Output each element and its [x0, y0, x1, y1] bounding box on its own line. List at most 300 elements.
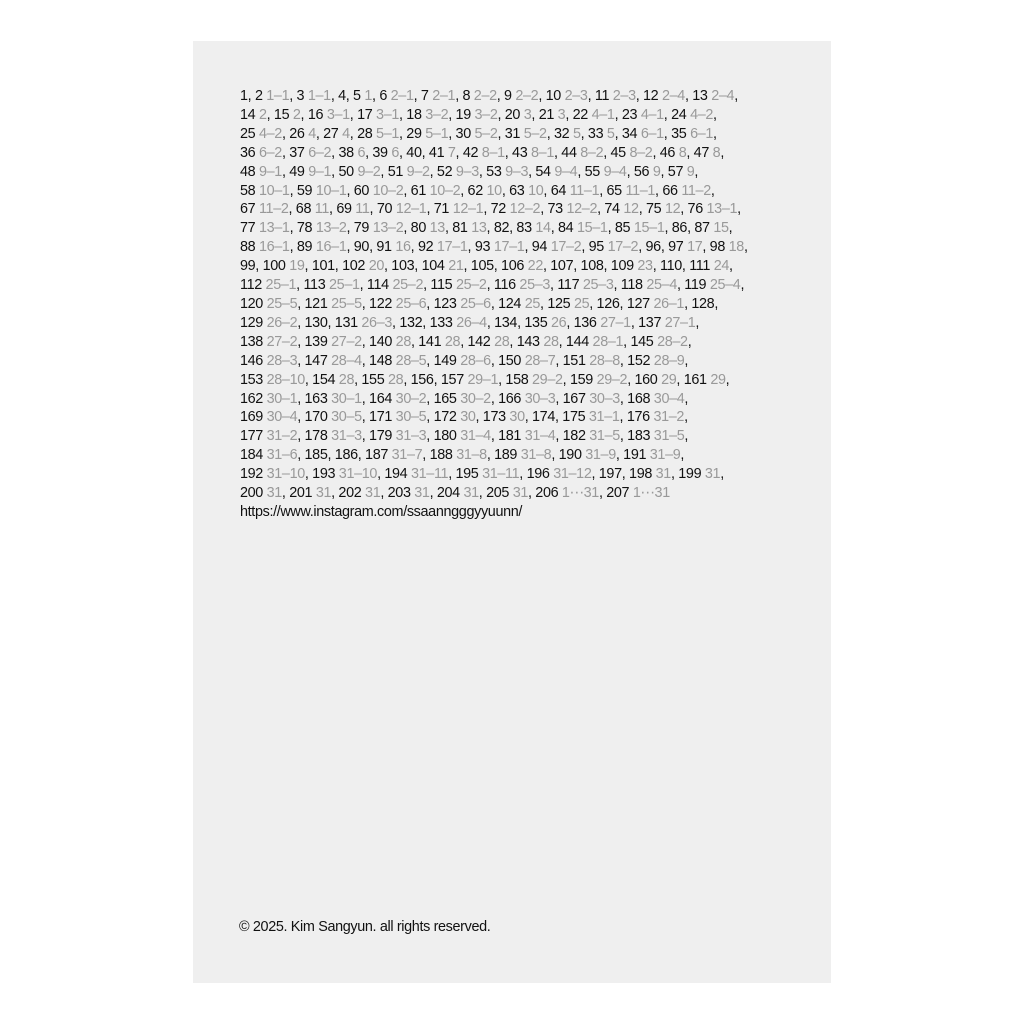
reference-text: 26–3	[361, 314, 393, 331]
reference-text: 28–2	[657, 333, 688, 350]
index-line	[240, 333, 755, 352]
page-number-text: , 42	[455, 144, 482, 161]
page-number-text: , 37	[281, 144, 309, 161]
reference-text: 5–2	[523, 125, 547, 142]
reference-text: 31–5	[589, 428, 620, 445]
reference-text: 10–1	[315, 182, 347, 199]
reference-text: 13–2	[315, 220, 347, 237]
page-number-text: , 90, 91	[346, 239, 396, 256]
page-number-text: , 118	[613, 277, 647, 294]
page-number-text: , 21	[531, 106, 558, 123]
page-number-text: , 150	[490, 352, 525, 369]
page-number-text: , 163	[297, 390, 332, 407]
reference-text: 9–1	[308, 163, 332, 180]
reference-text: 28–9	[653, 352, 685, 369]
reference-text: 6–1	[690, 125, 714, 142]
reference-text: 12–1	[452, 201, 484, 218]
reference-text: 29	[710, 371, 726, 388]
page-number-text: , 85	[607, 220, 634, 237]
reference-text: 2–1	[390, 88, 414, 104]
page-number-text: , 26	[281, 125, 309, 142]
page-number-text: 36	[240, 144, 259, 161]
page-number-text: , 53	[478, 163, 506, 180]
page-number-text: 184	[240, 447, 267, 464]
reference-text: 9–4	[554, 163, 578, 180]
page-number-text: 99, 100	[240, 258, 290, 275]
page-number-text: , 60	[346, 182, 373, 199]
page-number-text: , 32	[546, 125, 573, 142]
reference-text: 31–11	[482, 466, 520, 483]
page-number-text: , 141	[410, 333, 445, 350]
reference-text: 26–1	[653, 295, 685, 312]
page-number-text: ,	[737, 201, 741, 218]
page-number-text: , 189	[486, 447, 521, 464]
page-number-text: , 13	[684, 88, 712, 104]
page-number-text: , 103, 104	[384, 258, 449, 275]
page-number-text: , 124	[490, 295, 525, 312]
page-number-text: , 66	[655, 182, 682, 199]
page-number-text: 129	[240, 314, 267, 331]
reference-text: 10–1	[258, 182, 290, 199]
page-number-text: , 149	[426, 352, 461, 369]
reference-text: 25–2	[392, 277, 424, 294]
page-number-text: , 117	[550, 277, 583, 294]
page-number-text: , 98	[702, 239, 729, 256]
reference-text: 20	[368, 258, 385, 275]
page-number-text: 153	[240, 371, 267, 388]
reference-text: 31–8	[456, 447, 487, 464]
page-number-text: , 19	[448, 106, 475, 123]
reference-text: 17–2	[550, 239, 582, 256]
page-number-text: , 18	[399, 106, 426, 123]
page-number-text: , 173	[475, 409, 510, 426]
page-number-text: , 172	[426, 409, 461, 426]
reference-text: 8	[678, 144, 687, 161]
page-number-text: 177	[240, 428, 267, 445]
page-number-text: ,	[734, 88, 738, 104]
page-number-text: , 17	[349, 106, 377, 123]
reference-text: 2–3	[564, 88, 588, 104]
page-number-text: , 155	[354, 371, 389, 388]
page-number-text: , 161	[676, 371, 711, 388]
reference-text: 31–1	[588, 409, 620, 426]
index-line	[240, 484, 755, 503]
page-number-text: , 121	[297, 295, 332, 312]
page-number-text: , 132, 133	[392, 314, 457, 331]
page-number-text: , 140	[361, 333, 396, 350]
reference-text: 13–2	[372, 220, 404, 237]
page-number-text: , 33	[580, 125, 607, 142]
reference-text: 13–1	[706, 201, 738, 218]
reference-text: 25	[573, 295, 590, 312]
reference-text: 31–4	[524, 428, 556, 445]
page-number-text: , 29	[399, 125, 426, 142]
reference-text: 29–2	[596, 371, 628, 388]
index-line	[240, 182, 755, 201]
page-number-text: , 22	[565, 106, 592, 123]
page-number-text: 14	[240, 106, 259, 123]
reference-text: 31–2	[653, 409, 685, 426]
page-number-text: ,	[694, 163, 699, 180]
page-number-text: , 107, 108, 109	[542, 258, 638, 275]
page-number-text: , 126, 127	[589, 295, 654, 312]
page-number-text: , 7	[413, 88, 433, 104]
reference-text: 3–1	[326, 106, 350, 123]
page-number-text: , 65	[599, 182, 626, 199]
reference-text: 16	[395, 239, 411, 256]
reference-text: 2–4	[711, 88, 735, 104]
index-line	[240, 295, 755, 314]
page-number-text: , 4, 5	[330, 88, 365, 104]
page-number-text: , 75	[638, 201, 665, 218]
reference-text: 30–1	[331, 390, 362, 407]
reference-text: 17	[687, 239, 703, 256]
page-number-text: , 180	[426, 428, 461, 445]
reference-text: 31–2	[266, 428, 298, 445]
page-sheet	[193, 41, 831, 983]
reference-text: 2–2	[515, 88, 539, 104]
page-number-text: , 31	[497, 125, 524, 142]
page-number-text: , 179	[361, 428, 396, 445]
reference-text: 15–1	[633, 220, 665, 237]
reference-text: 21	[448, 258, 464, 275]
reference-text: 31	[315, 485, 332, 502]
page-number-text: , 185, 186, 187	[297, 447, 392, 464]
copyright-notice: © 2025. Kim Sangyun. all rights reserved.	[239, 919, 491, 935]
reference-text: 31–9	[649, 447, 681, 464]
reference-text: 16–1	[315, 239, 347, 256]
page-number-text: , 76	[680, 201, 707, 218]
reference-text: 30–5	[331, 409, 362, 426]
reference-text: 30–4	[653, 390, 685, 407]
reference-text: 28–4	[331, 352, 362, 369]
page-number-text: , 86, 87	[664, 220, 714, 237]
instagram-link[interactable]: https://www.instagram.com/ssaanngggyyuunn/	[240, 503, 523, 520]
page-number-text: ,	[684, 428, 689, 445]
page-number-text: , 203	[380, 485, 415, 502]
reference-text: 9–3	[455, 163, 479, 180]
reference-text: 10	[486, 182, 502, 199]
reference-text: 26	[551, 314, 567, 331]
page-number-text: 200	[240, 485, 267, 502]
page-number-text: , 3	[289, 88, 308, 104]
page-number-text: , 164	[361, 390, 396, 407]
index-line	[240, 465, 755, 484]
index-line	[240, 106, 755, 125]
page-number-text: ,	[680, 447, 685, 464]
page-number-text: , 63	[501, 182, 529, 199]
reference-text: 29–2	[532, 371, 563, 388]
reference-text: 4–1	[591, 106, 615, 123]
page-number-text: , 52	[429, 163, 456, 180]
page-number-text: , 34	[614, 125, 641, 142]
reference-text: 6–2	[258, 144, 282, 161]
reference-text: 10	[528, 182, 544, 199]
page-number-text: ,	[695, 314, 700, 331]
page-number-text: , 94	[524, 239, 551, 256]
reference-text: 30	[460, 409, 476, 426]
page-number-text: , 68	[288, 201, 315, 218]
page-number-text: , 78	[289, 220, 316, 237]
page-number-text: ,	[710, 182, 715, 199]
reference-text: 28	[543, 333, 559, 350]
page-number-text: , 30	[448, 125, 475, 142]
reference-text: 8	[712, 144, 721, 161]
index-line	[240, 446, 755, 465]
reference-text: 25–2	[455, 277, 487, 294]
page-number-text: , 201	[281, 485, 316, 502]
page-number-text: 169	[240, 409, 267, 426]
page-number-text: , 144	[558, 333, 593, 350]
page-number-text: , 148	[361, 352, 396, 369]
reference-text: 9–1	[258, 163, 282, 180]
page-number-text: , 196	[519, 466, 554, 483]
reference-text: 28	[388, 371, 404, 388]
reference-text: 10–2	[372, 182, 404, 199]
page-number-text: , 15	[266, 106, 293, 123]
reference-text: 25–6	[460, 295, 491, 312]
page-number-text: , 55	[577, 163, 604, 180]
reference-text: 9–2	[357, 163, 381, 180]
page-number-text: 112	[240, 277, 266, 294]
reference-text: 22	[527, 258, 543, 275]
page-number-text: , 147	[297, 352, 332, 369]
reference-text: 31–9	[585, 447, 616, 464]
reference-text: 2–3	[612, 88, 636, 104]
page-number-text: ,	[713, 125, 717, 142]
reference-text: 17–2	[607, 239, 639, 256]
reference-text: 5	[606, 125, 615, 142]
reference-text: 5–2	[474, 125, 498, 142]
reference-text: 12–1	[395, 201, 427, 218]
page-number-text: , 89	[289, 239, 316, 256]
reference-text: 5–1	[376, 125, 400, 142]
reference-text: 25–4	[709, 277, 741, 294]
reference-text: 8–1	[481, 144, 505, 161]
page-number-text: , 167	[555, 390, 590, 407]
page-number-text: , 168	[619, 390, 654, 407]
reference-text: 28–6	[460, 352, 491, 369]
page-number-text: , 159	[562, 371, 597, 388]
page-number-text: , 38	[331, 144, 358, 161]
page-number-text: , 27	[315, 125, 343, 142]
page-number-text: 88	[240, 239, 259, 256]
reference-text: 30–5	[395, 409, 427, 426]
page-number-text: , 82, 83	[486, 220, 536, 237]
index-line	[240, 144, 755, 163]
page-number-text: , 81	[444, 220, 472, 237]
reference-text: 30–2	[395, 390, 427, 407]
page-number-text: , 207	[598, 485, 633, 502]
page-number-text: 120	[240, 295, 267, 312]
reference-text: 6–2	[308, 144, 332, 161]
page-number-text: , 45	[603, 144, 630, 161]
page-number-text: ,	[684, 409, 688, 426]
page-number-text: , 105, 106	[463, 258, 528, 275]
reference-text: 7	[447, 144, 456, 161]
reference-text: 31–8	[520, 447, 552, 464]
reference-text: 11	[355, 201, 370, 218]
page-number-text: , 54	[528, 163, 555, 180]
reference-text: 15	[713, 220, 729, 237]
reference-text: 25–3	[519, 277, 551, 294]
reference-text: 5–1	[425, 125, 449, 142]
reference-text: 28–1	[592, 333, 624, 350]
page-number-text: , 151	[555, 352, 590, 369]
page-number-text: 192	[240, 466, 267, 483]
page-number-text: , 72	[483, 201, 510, 218]
page-number-text: , 96, 97	[638, 239, 688, 256]
page-number-text: , 95	[581, 239, 608, 256]
reference-text: 28–8	[589, 352, 620, 369]
reference-text: 27–2	[266, 333, 298, 350]
page-number-text: , 170	[297, 409, 332, 426]
page-number-text: ,	[725, 371, 730, 388]
reference-text: 25–5	[266, 295, 298, 312]
reference-text: 31	[512, 485, 529, 502]
page-number-text: , 119	[676, 277, 710, 294]
reference-text: 24	[713, 258, 729, 275]
page-number-text: , 8	[455, 88, 474, 104]
index-line	[240, 314, 755, 333]
reference-text: 28–3	[266, 352, 298, 369]
page-number-text: , 12	[635, 88, 662, 104]
page-number-text: , 64	[543, 182, 570, 199]
page-number-text: , 205	[478, 485, 513, 502]
page-number-text: , 43	[504, 144, 532, 161]
reference-text: 2–4	[662, 88, 685, 104]
page-number-text: , 40, 41	[399, 144, 448, 161]
page-number-text: , 115	[423, 277, 456, 294]
reference-text: 1–1	[307, 88, 331, 104]
reference-text: 11–2	[681, 182, 711, 199]
reference-text: 30	[509, 409, 525, 426]
page-number-text: , 23	[614, 106, 641, 123]
page-number-text: , 59	[289, 182, 316, 199]
page-number-text: , 165	[426, 390, 461, 407]
page-number-text: , 49	[281, 163, 309, 180]
page-number-text: , 10	[538, 88, 565, 104]
reference-text: 31–6	[266, 447, 298, 464]
page-number-text: , 136	[566, 314, 601, 331]
page-number-text: , 156, 157	[403, 371, 468, 388]
page-number-text: , 182	[555, 428, 590, 445]
page-number-text: ,	[713, 106, 717, 123]
reference-text: 31	[365, 485, 381, 502]
page-number-text: , 62	[460, 182, 487, 199]
reference-text: 6–1	[640, 125, 664, 142]
reference-text: 1–1	[266, 88, 290, 104]
page-number-text: ,	[729, 258, 733, 275]
page-number-text: , 158	[498, 371, 533, 388]
page-number-text: , 61	[403, 182, 430, 199]
page-number-text: , 204	[429, 485, 464, 502]
reference-text: 3–1	[376, 106, 400, 123]
page-number-text: , 152	[619, 352, 654, 369]
reference-text: 31–5	[653, 428, 685, 445]
reference-text: 31	[463, 485, 479, 502]
reference-text: 28	[494, 333, 510, 350]
page-number-text: , 101, 102	[304, 258, 369, 275]
reference-text: 28–10	[266, 371, 305, 388]
page-number-text: , 123	[426, 295, 461, 312]
page-number-text: , 188	[422, 447, 457, 464]
reference-text: 30–1	[266, 390, 298, 407]
page-number-text: , 57	[660, 163, 687, 180]
reference-text: 29–1	[467, 371, 499, 388]
reference-text: 2–1	[432, 88, 456, 104]
page-number-text: ,	[743, 239, 748, 256]
page-number-text: , 44	[554, 144, 581, 161]
page-number-text: , 24	[663, 106, 691, 123]
page-number-text: , 195	[448, 466, 483, 483]
reference-text: 31–4	[460, 428, 491, 445]
page-number-text: ,	[684, 352, 689, 369]
reference-text: 10–2	[429, 182, 461, 199]
reference-text: 30–3	[589, 390, 620, 407]
reference-text: 28	[444, 333, 461, 350]
page-number-text: , 16	[300, 106, 327, 123]
page-number-text: , 190	[551, 447, 586, 464]
page-number-text: 77	[240, 220, 259, 237]
page-number-text: ,	[728, 220, 733, 237]
reference-text: 26–4	[456, 314, 487, 331]
reference-text: 13	[471, 220, 487, 237]
reference-text: 9	[686, 163, 695, 180]
index-line	[240, 238, 755, 257]
reference-text: 27–1	[664, 314, 696, 331]
page-number-text: , 51	[380, 163, 407, 180]
page-number-text: ,	[720, 144, 724, 161]
page-number-text: , 191	[615, 447, 650, 464]
reference-text: 25–1	[265, 277, 297, 294]
page-number-text: , 193	[304, 466, 339, 483]
reference-text: 12	[623, 201, 639, 218]
page-number-text: 146	[240, 352, 267, 369]
reference-text: 11–1	[569, 182, 600, 199]
page-number-text: , 69	[329, 201, 356, 218]
reference-text: 8–2	[580, 144, 604, 161]
reference-text: 28–5	[395, 352, 427, 369]
page-number-text: 1, 2	[240, 88, 267, 104]
reference-text: 3	[557, 106, 566, 123]
reference-text: 1⋯31	[561, 485, 599, 502]
page-number-text: 58	[240, 182, 259, 199]
reference-text: 4–2	[690, 106, 714, 123]
reference-text: 31	[704, 466, 721, 483]
reference-text: 28–7	[524, 352, 556, 369]
page-number-text: , 206	[528, 485, 562, 502]
reference-text: 25–6	[395, 295, 427, 312]
reference-text: 30–2	[460, 390, 491, 407]
reference-text: 25	[524, 295, 541, 312]
index-line	[240, 352, 755, 371]
page-number-text: , 139	[297, 333, 332, 350]
page-number-text: , 93	[467, 239, 494, 256]
reference-text: 2	[258, 106, 267, 123]
reference-text: 3–2	[425, 106, 449, 123]
page-number-text: , 47	[686, 144, 713, 161]
page-number-text: , 74	[597, 201, 624, 218]
page-number-text: , 194	[377, 466, 411, 483]
reference-text: 8–1	[531, 144, 554, 161]
page-number-text: , 73	[540, 201, 567, 218]
reference-text: 8–2	[629, 144, 653, 161]
page-number-text: 138	[240, 333, 267, 350]
reference-text: 17–1	[493, 239, 525, 256]
reference-text: 23	[637, 258, 653, 275]
reference-text: 17–1	[436, 239, 468, 256]
